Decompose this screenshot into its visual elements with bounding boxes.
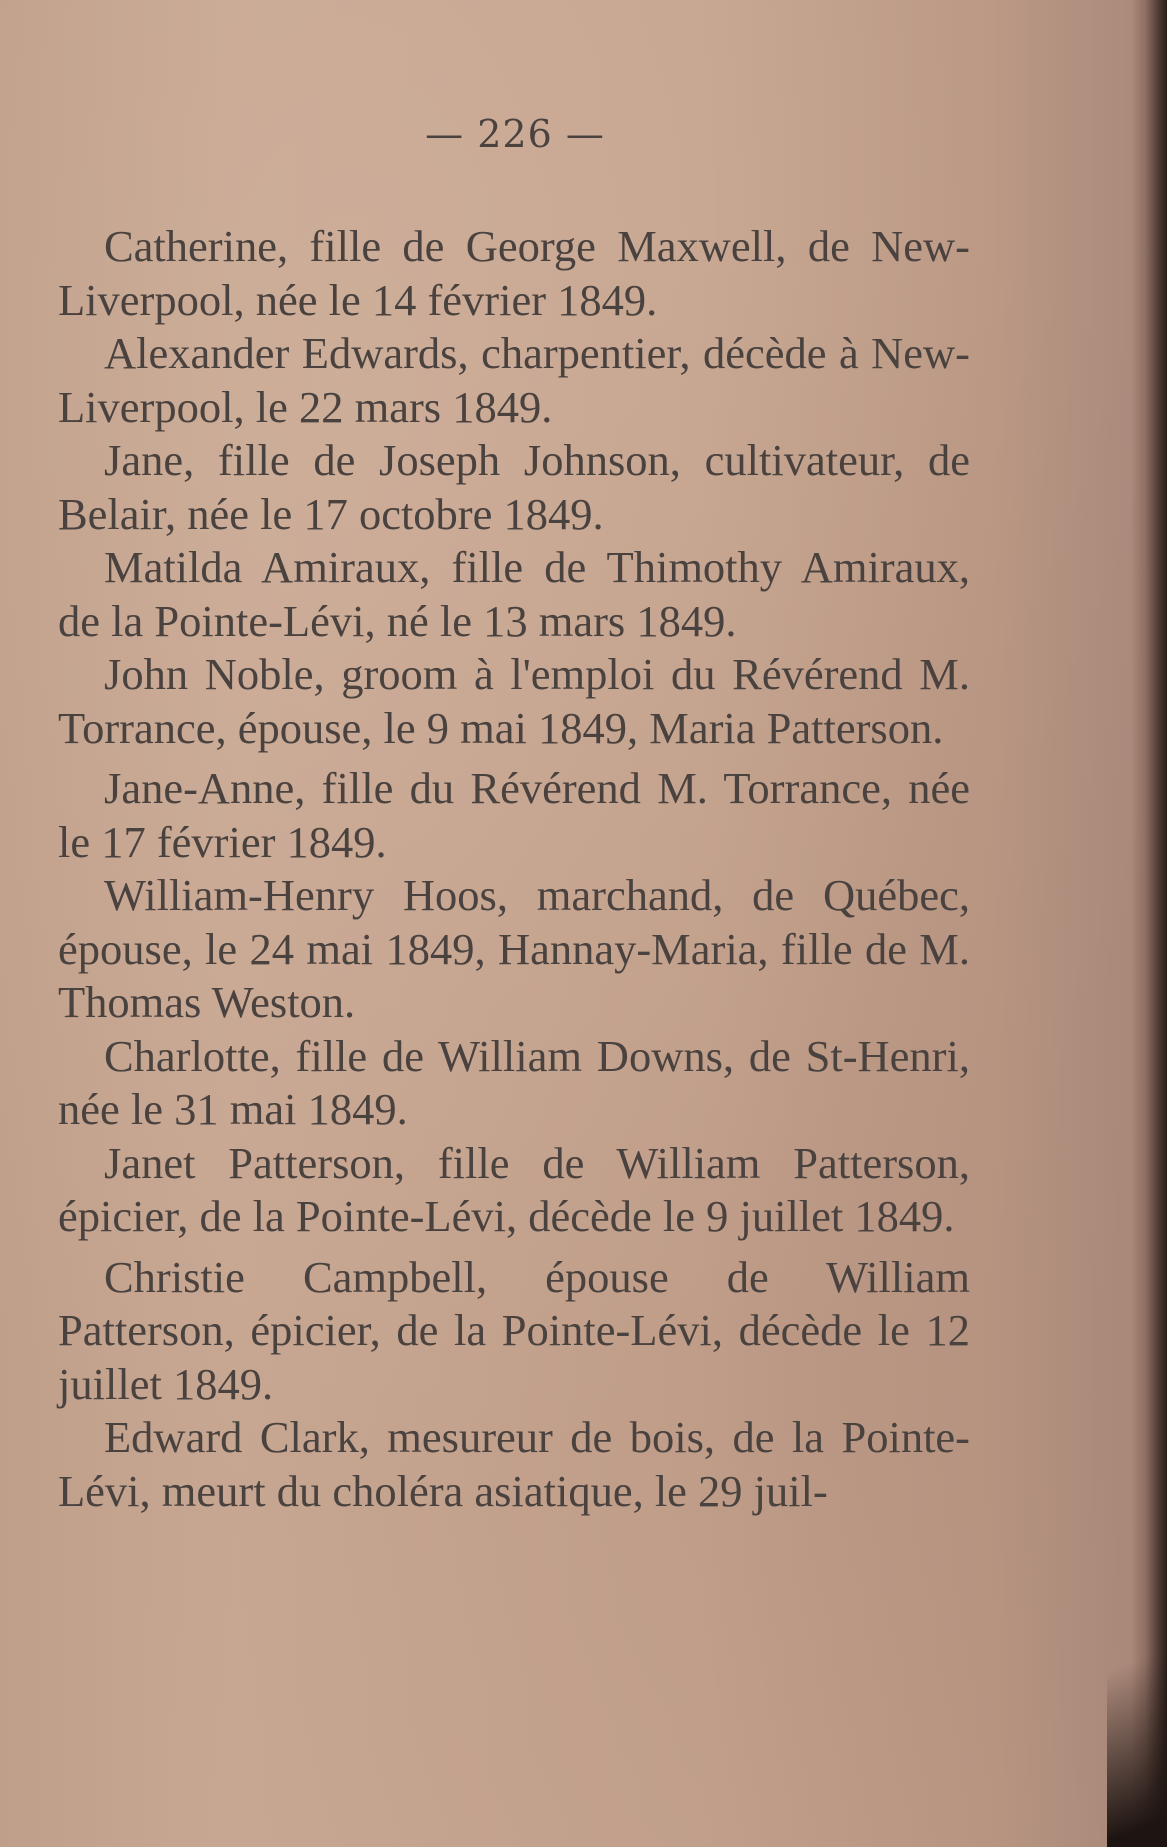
entry-charlotte-downs: Charlotte, fille de William Downs, de St-Henri, née le 31 mai 1849. bbox=[58, 1030, 970, 1134]
page-number: — 226 — bbox=[425, 112, 605, 156]
page-body bbox=[58, 220, 970, 1518]
entry-christie-campbell: Christie Campbell, épouse de William Patterson, épicier, de la Pointe-Lévi, décède le 12 juillet 1849. bbox=[58, 1251, 970, 1409]
entry-john-noble: John Noble, groom à l'emploi du Révérend M. Torrance, épouse, le 9 mai 1849, Maria Patterson. bbox=[58, 649, 970, 753]
entry-william-henry-hoos: William-Henry Hoos, marchand, de Québec, épouse, le 24 mai 1849, Hannay-Maria, fille de M. Thomas Weston. bbox=[58, 870, 970, 1027]
book-gutter-shadow bbox=[1131, 0, 1167, 1847]
entry-matilda-amiraux: Matilda Amiraux, fille de Thimothy Amiraux, de la Pointe-Lévi, né le 13 mars 1849. bbox=[58, 542, 970, 646]
entry-janet-patterson: Janet Patterson, fille de William Patterson, épicier, de la Pointe-Lévi, décède le 9 juillet 1849. bbox=[58, 1137, 970, 1241]
entry-catherine-maxwell: Catherine, fille de George Maxwell, de New-Liverpool, née le 14 février 1849. bbox=[58, 221, 970, 325]
entry-edward-clark: Edward Clark, mesureur de bois, de la Pointe-Lévi, meurt du choléra asiatique, le 29 juil- bbox=[58, 1412, 970, 1516]
entry-jane-anne-torrance: Jane-Anne, fille du Révérend M. Torrance, née le 17 février 1849. bbox=[58, 763, 970, 867]
page-corner-shadow bbox=[1107, 1587, 1167, 1847]
entry-alexander-edwards: Alexander Edwards, charpentier, décède à New-Liverpool, le 22 mars 1849. bbox=[58, 328, 970, 432]
entry-jane-johnson: Jane, fille de Joseph Johnson, cultivateur, de Belair, née le 17 octobre 1849. bbox=[58, 435, 970, 539]
